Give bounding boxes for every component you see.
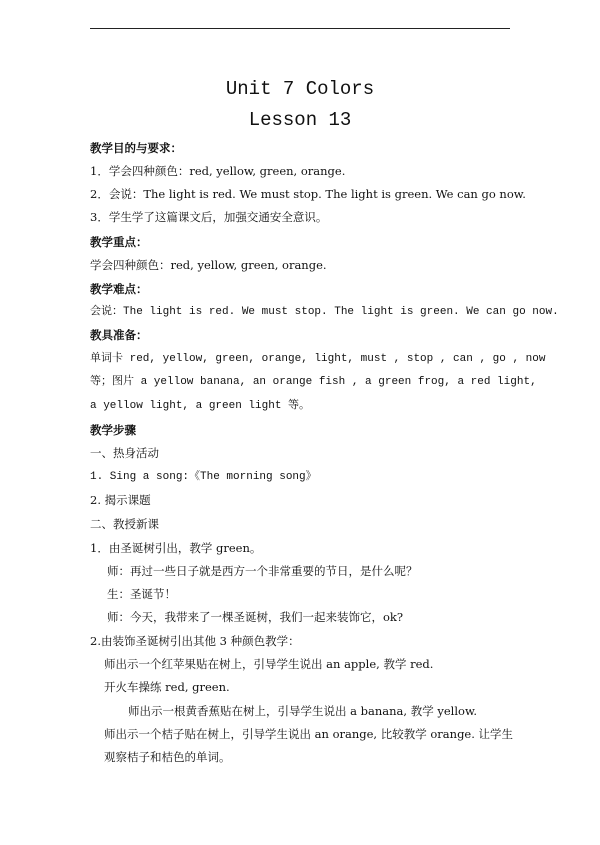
header-rule (90, 28, 510, 29)
objective-2: 2．会说：The light is red. We must stop. The light is green. We can go now. (90, 187, 526, 201)
lesson-title: Lesson 13 (248, 109, 352, 131)
lesson-line-4: 师：今天，我带来了一棵圣诞树，我们一起来装饰它，ok? (107, 610, 404, 624)
lesson-line-2: 师：再过一些日子就是西方一个非常重要的节日，是什么呢？ (107, 564, 418, 578)
lesson-line-7: 开火车操练 red, green. (104, 680, 230, 694)
objective-3: 3．学生学了这篇课文后，加强交通安全意识。 (90, 210, 328, 224)
lesson-line-8: 师出示一根黄香蕉贴在树上，引导学生说出 a banana, 教学 yellow. (128, 704, 478, 718)
lesson-line-5: 2.由装饰圣诞树引出其他 3 种颜色教学： (90, 634, 300, 648)
difficulties-text: 会说：The light is red. We must stop. The light is green. We can go now. (90, 306, 559, 318)
steps-heading: 教学步骤 (90, 423, 136, 437)
materials-line-3: a yellow light, a green light 等。 (90, 400, 311, 412)
objectives-heading: 教学目的与要求： (90, 141, 182, 155)
materials-line-2: 等；图片 a yellow banana, an orange fish , a green frog, a red light, (90, 376, 537, 388)
unit-title: Unit 7 Colors (225, 78, 375, 100)
lesson-line-9: 师出示一个桔子贴在树上，引导学生说出 an orange, 比较教学 orange. 让学生 (104, 727, 514, 741)
materials-line-1: 单词卡 red, yellow, green, orange, light, must , stop , can , go , now (90, 353, 546, 365)
difficulties-heading: 教学难点： (90, 282, 148, 296)
lesson-line-6: 师出示一个红苹果贴在树上，引导学生说出 an apple, 教学 red. (104, 657, 434, 671)
warmup-item-1: 1. Sing a song:《The morning song》 (90, 471, 317, 483)
warmup-item-2: 2. 揭示课题 (90, 493, 151, 507)
lesson-line-1: 1．由圣诞树引出，教学 green。 (90, 541, 262, 555)
warmup-heading: 一、热身活动 (90, 446, 159, 460)
new-lesson-heading: 二、教授新课 (90, 517, 159, 531)
lesson-line-10: 观察桔子和桔色的单词。 (104, 750, 231, 764)
objective-1: 1．学会四种颜色：red, yellow, green, orange. (90, 164, 346, 178)
key-points-heading: 教学重点： (90, 235, 148, 249)
materials-heading: 教具准备： (90, 328, 148, 342)
lesson-line-3: 生：圣诞节！ (107, 587, 176, 601)
key-points-text: 学会四种颜色：red, yellow, green, orange. (90, 258, 327, 272)
